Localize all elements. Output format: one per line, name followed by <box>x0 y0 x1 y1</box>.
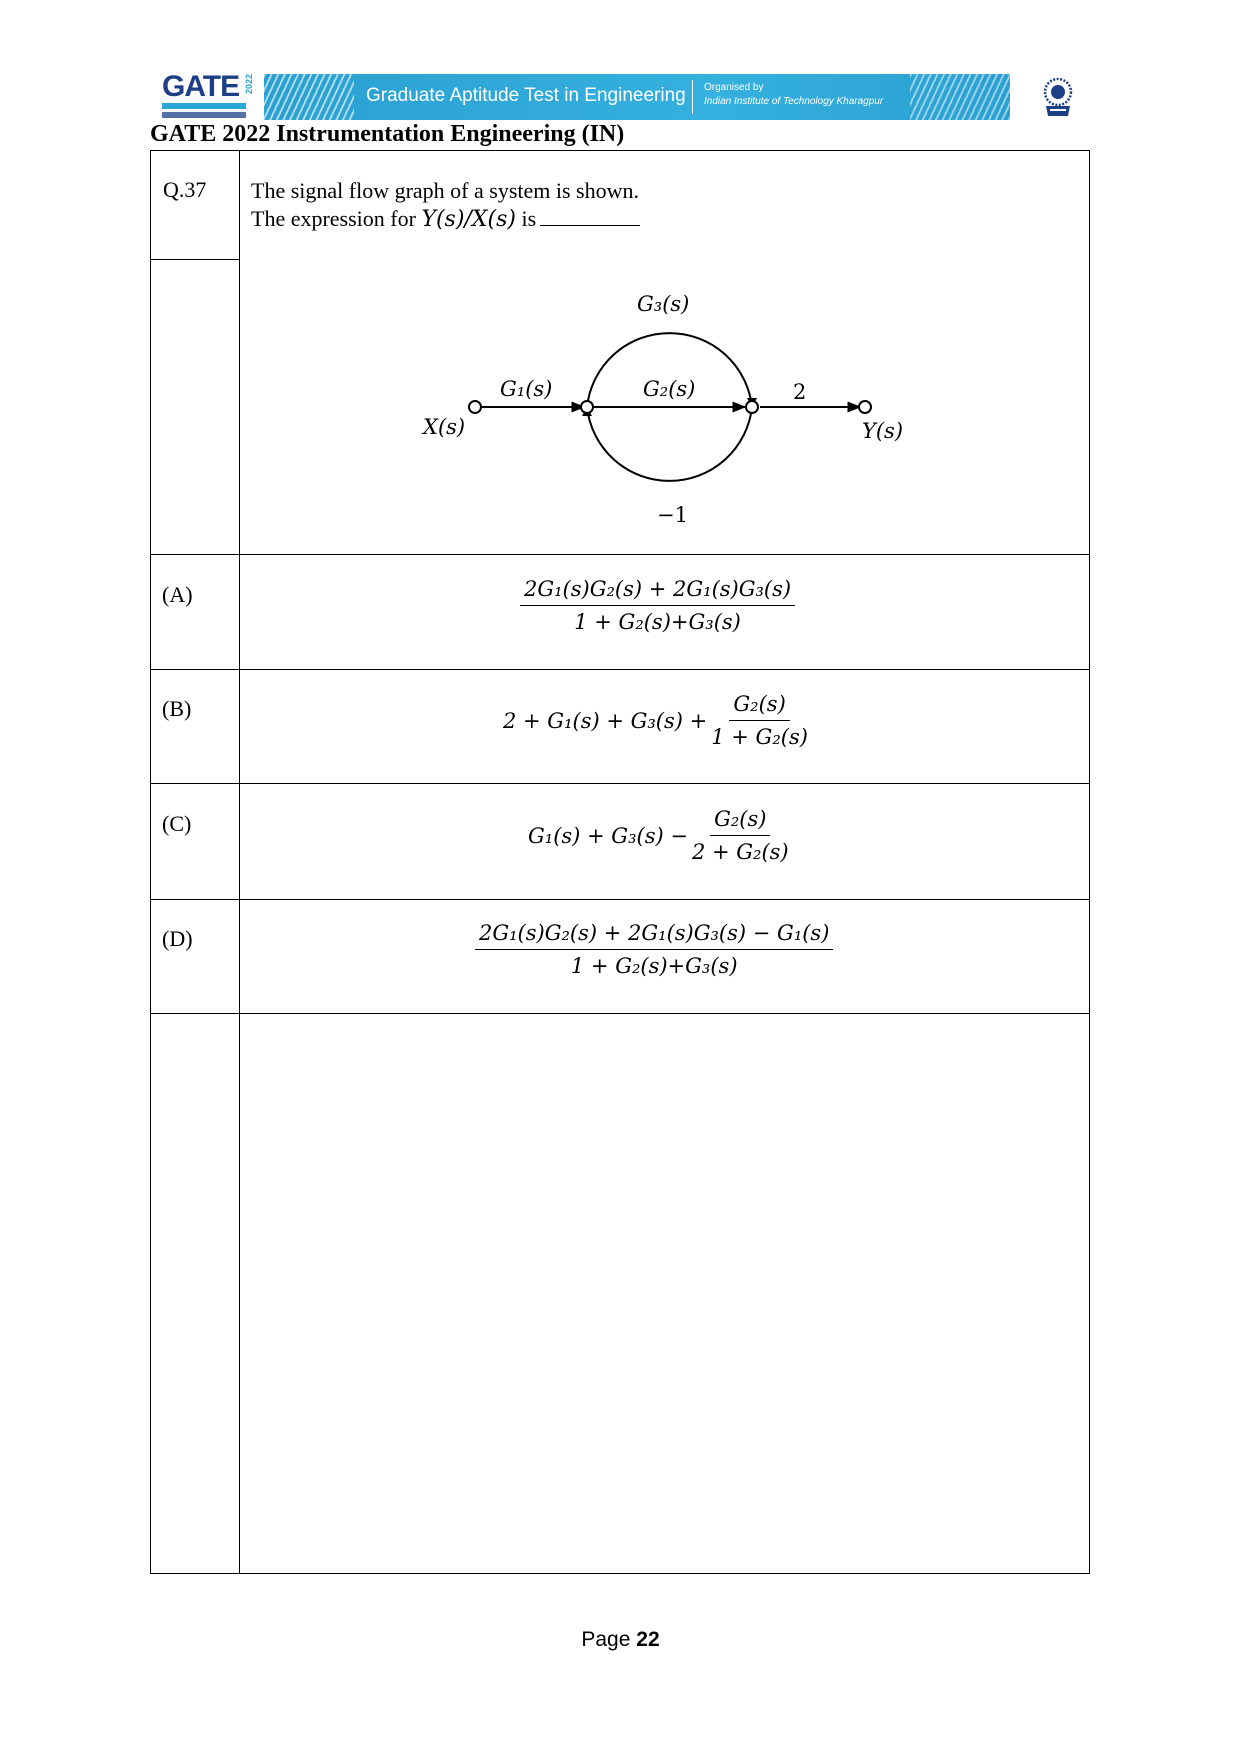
transfer-function-expression: Y(s)/X(s) <box>421 207 516 232</box>
option-c-expression <box>528 807 793 864</box>
node-output <box>859 401 871 413</box>
option-a-fraction <box>520 577 795 634</box>
question-number: Q.37 <box>163 177 207 202</box>
iit-emblem-icon <box>1038 76 1078 118</box>
page-header <box>160 70 1080 126</box>
option-d-expression <box>475 921 833 978</box>
logo-stripe <box>162 103 246 109</box>
question-line-2-suffix: is <box>515 206 537 231</box>
organiser-name: Indian Institute of Technology Kharagpur <box>704 96 884 107</box>
label-output: Y(s) <box>862 419 904 443</box>
option-d-label: (D) <box>162 926 193 951</box>
option-b-denominator: 1 + G₂(s) <box>711 725 808 749</box>
option-a-numerator: 2G₁(s)G₂(s) + 2G₁(s)G₃(s) <box>520 577 795 606</box>
label-g2: G₂(s) <box>643 377 696 401</box>
logo-text: GATE <box>162 70 240 103</box>
branch-feedback <box>587 407 752 481</box>
option-c-fraction <box>688 807 793 864</box>
header-banner <box>264 74 1010 120</box>
question-text <box>251 177 640 234</box>
option-a-expression <box>520 577 795 634</box>
question-line-1: The signal flow graph of a system is shown. <box>251 178 639 203</box>
answer-blank <box>540 207 640 226</box>
option-d-denominator: 1 + G₂(s)+G₃(s) <box>570 954 738 978</box>
page-number <box>0 1628 1241 1652</box>
option-d-fraction <box>475 921 833 978</box>
logo-year: 2022 <box>244 74 254 95</box>
row-divider <box>151 1013 1089 1014</box>
option-a-label: (A) <box>162 582 193 607</box>
row-divider <box>151 669 1089 670</box>
question-line-2 <box>251 205 640 234</box>
node-input <box>469 401 481 413</box>
option-c-lead: G₁(s) + G₃(s) − <box>528 823 688 848</box>
banner-divider <box>692 80 693 114</box>
label-gain-2: 2 <box>793 380 807 404</box>
banner-title: Graduate Aptitude Test in Engineering <box>366 85 686 106</box>
row-divider <box>151 554 1089 555</box>
node-1 <box>581 401 593 413</box>
label-g1: G₁(s) <box>500 377 553 401</box>
row-divider <box>151 899 1089 900</box>
option-b-lead: 2 + G₁(s) + G₃(s) + <box>503 708 708 733</box>
option-d-numerator: 2G₁(s)G₂(s) + 2G₁(s)G₃(s) − G₁(s) <box>475 921 833 950</box>
signal-flow-graph <box>410 280 930 540</box>
option-b-expression <box>503 692 812 749</box>
question-line-2-prefix: The expression for <box>251 206 422 231</box>
node-2 <box>746 401 758 413</box>
label-feedback: −1 <box>657 503 688 527</box>
option-a-denominator: 1 + G₂(s)+G₃(s) <box>574 610 741 634</box>
row-divider <box>151 259 239 260</box>
page-prefix: Page <box>581 1628 631 1651</box>
option-c-denominator: 2 + G₂(s) <box>691 840 789 864</box>
page-number-value: 22 <box>636 1628 660 1651</box>
option-b-label: (B) <box>162 696 192 721</box>
organised-by-label: Organised by <box>704 82 764 93</box>
gate-logo <box>160 70 252 124</box>
column-divider <box>239 151 240 1573</box>
option-b-numerator: G₂(s) <box>729 692 789 721</box>
row-divider <box>151 783 1089 784</box>
label-g3: G₃(s) <box>637 292 690 316</box>
option-b-fraction <box>707 692 812 749</box>
label-input: X(s) <box>423 415 466 439</box>
document-title: GATE 2022 Instrumentation Engineering (IN) <box>150 121 625 147</box>
option-c-numerator: G₂(s) <box>710 807 770 836</box>
option-c-label: (C) <box>162 811 192 836</box>
logo-stripe <box>162 112 246 118</box>
